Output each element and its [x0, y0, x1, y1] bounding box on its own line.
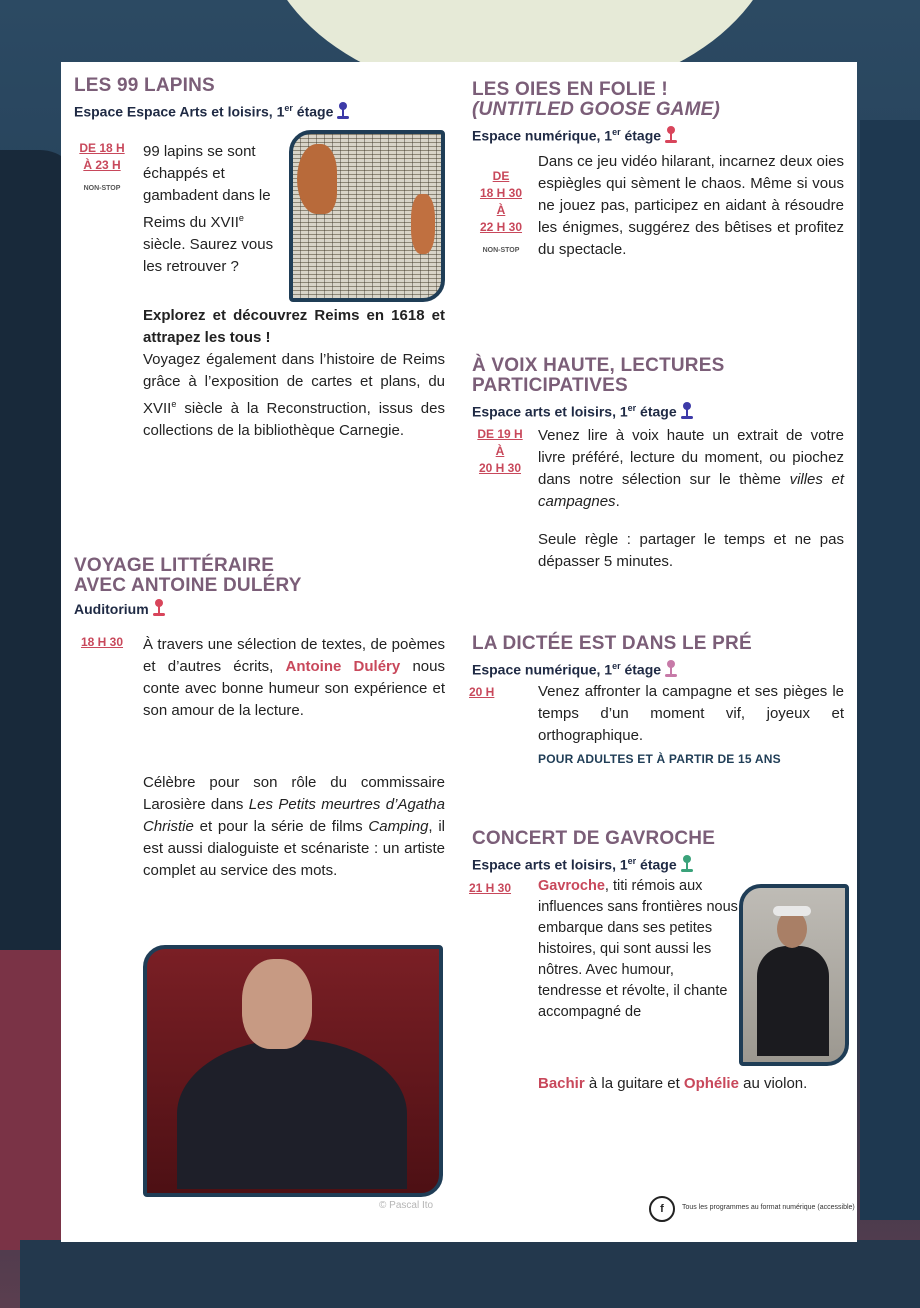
location-tail: étage [620, 127, 662, 144]
musician-name: Bachir [538, 1075, 585, 1092]
section-voix-haute [472, 356, 844, 421]
singer-hat-shape [773, 906, 811, 916]
location-text: Espace arts et loisirs, 1 [472, 856, 628, 873]
location-text: Espace numérique, 1 [472, 127, 613, 144]
voyage-paragraph-1 [143, 634, 445, 722]
location-sup: er [612, 127, 621, 137]
falc-logo-icon: f [649, 1196, 675, 1222]
section-location [74, 599, 454, 618]
ground-shape [20, 1240, 920, 1308]
voix-rule: Seule règle : partager le temps et ne pas dépasser 5 minutes. [538, 531, 844, 570]
singer-body-shape [757, 946, 829, 1056]
body-text: à la guitare et [584, 1075, 684, 1092]
location-pin-icon [665, 660, 677, 678]
accessibility-logo [649, 1196, 855, 1224]
rabbit-shape [297, 144, 337, 214]
time-dictee [469, 684, 509, 701]
lapins-bold: Explorez et découvrez Reims en 1618 et attrapez les tous ! [143, 307, 445, 346]
location-sup: er [627, 856, 637, 866]
time-line: 18 H 30 [80, 635, 124, 649]
time-line: 20 H 30 [478, 461, 522, 475]
body-text: Venez lire à voix haute un extrait de votre livre préféré, lecture du moment, ou piochez dans notre sélection sur le thème [538, 427, 844, 488]
body-italic: villes et campagnes [538, 471, 844, 510]
intro-tail: siècle. Saurez vous les retrouver ? [143, 236, 274, 275]
dictee-audience: POUR ADULTES ET À PARTIR DE 15 ANS [538, 752, 781, 766]
voyage-paragraph-2 [143, 772, 445, 882]
time-line: 20 H [469, 685, 495, 699]
logo-caption: Tous les programmes au format numérique (accessible) [682, 1204, 855, 1211]
section-dictee [472, 634, 844, 679]
lapins-body [143, 349, 445, 442]
location-tail: étage [636, 403, 677, 420]
body-tail: siècle à la Reconstruction, issus des collections de la bibliothèque Carnegie. [143, 400, 445, 439]
location-pin-icon [153, 599, 165, 617]
section-title: LA DICTÉE EST DANS LE PRÉ [472, 633, 752, 654]
voix-body [538, 425, 844, 513]
p1-text: À travers une sélection de textes, de poèmes et d’autres écrits, [143, 636, 445, 675]
building-shape [860, 120, 920, 1220]
section-title-line2: AVEC ANTOINE DULÉRY [74, 575, 302, 596]
section-location [472, 123, 844, 145]
house-shape [0, 950, 70, 1250]
nonstop-label: NON-STOP [83, 185, 121, 192]
section-99-lapins [74, 76, 454, 121]
section-location [472, 399, 844, 421]
program-card [61, 62, 857, 1242]
time-99-lapins [71, 140, 133, 197]
actor-body-shape [177, 1039, 407, 1189]
section-voyage-litteraire [74, 556, 454, 618]
concert-body [538, 876, 738, 1023]
p2-tail: , il est aussi dialoguiste et scénariste : un artiste complet au service des mots. [143, 818, 446, 879]
time-line: À [496, 203, 506, 217]
nonstop-label: NON-STOP [482, 247, 520, 254]
time-line: À [495, 444, 505, 458]
section-concert [472, 829, 844, 874]
section-title: LES 99 LAPINS [74, 75, 215, 96]
section-location [472, 657, 844, 679]
singer-portrait-image [739, 884, 849, 1066]
time-oies [469, 168, 533, 259]
time-line: 18 H 30 [479, 186, 523, 200]
rabbit-map-image [289, 130, 445, 302]
time-line: À 23 H [83, 158, 121, 172]
section-title: CONCERT DE GAVROCHE [472, 828, 716, 849]
time-concert [469, 880, 529, 897]
section-oies-en-folie [472, 80, 844, 145]
p2-italic: Camping [368, 818, 429, 835]
section-title-line1: À VOIX HAUTE, LECTURES [472, 355, 725, 376]
rabbit-shape [411, 194, 435, 254]
location-text: Auditorium [74, 601, 149, 617]
body-tail: au violon. [738, 1075, 808, 1092]
intro-sup: e [238, 213, 244, 223]
time-voyage [71, 634, 133, 651]
body-text: Voyagez également dans l’histoire de Reims grâce à l’exposition de cartes et plans, du XVII [143, 351, 445, 417]
artist-name: Antoine Duléry [285, 658, 401, 675]
location-tail: étage [636, 856, 677, 873]
section-title-line2: (UNTITLED GOOSE GAME) [472, 99, 721, 120]
location-pin-icon [337, 102, 349, 120]
location-text: Espace Espace Arts et loisirs, 1 [74, 103, 285, 120]
dictee-body: Venez affronter la campagne et ses pièges le temps d’un moment vif, joyeux et orthographique. [538, 683, 844, 744]
location-pin-icon [665, 126, 677, 144]
p1-tail: nous conte avec bonne humeur son expérience et son amour de la lecture. [143, 658, 445, 719]
photo-credit: © Pascal Ito [379, 1200, 434, 1211]
location-tail: étage [620, 661, 662, 678]
intro-text: 99 lapins se sont échappés et gambadent dans le Reims du XVII [143, 143, 271, 231]
location-sup: er [627, 403, 637, 413]
body-text: , titi rémois aux influences sans frontières nous embarque dans ses petites histoires, qui sont aussi les nôtres. Avec humour, tendresse et révolte, il chante accompagné de [538, 878, 738, 1020]
location-text: Espace numérique, 1 [472, 661, 613, 678]
location-tail: étage [292, 103, 334, 120]
actor-portrait-image [143, 945, 443, 1197]
body-tail: . [615, 493, 620, 510]
section-title-line1: VOYAGE LITTÉRAIRE [74, 555, 275, 576]
actor-head-shape [242, 959, 312, 1049]
time-line: 21 H 30 [469, 881, 512, 895]
musician-name: Ophélie [683, 1075, 739, 1092]
time-line: 22 H 30 [479, 220, 523, 234]
oies-body: Dans ce jeu vidéo hilarant, incarnez deux oies espiègles qui sèment le chaos. Même si vous ne jouez pas, participez en aidant à résoudre les énigmes, suggérez des bêtises et profitez du spectacle. [538, 153, 845, 258]
time-line: DE 18 H [79, 141, 125, 155]
body-sup: e [171, 399, 177, 409]
location-text: Espace arts et loisirs, 1 [472, 403, 628, 420]
location-pin-icon [681, 402, 693, 420]
location-sup: er [612, 661, 621, 671]
p2-text: Célèbre pour son rôle du commissaire Larosière dans [143, 774, 445, 813]
p2-text: et pour la série de films [193, 818, 369, 835]
concert-body-end [538, 1073, 844, 1095]
p2-italic: Les Petits meurtres d’Agatha Christie [143, 796, 445, 835]
artist-name: Gavroche [538, 878, 605, 894]
section-title-line1: LES OIES EN FOLIE ! [472, 79, 668, 100]
time-line: DE [492, 169, 510, 183]
lapins-intro [143, 141, 283, 278]
location-sup: er [284, 103, 293, 113]
time-line: DE 19 H [477, 427, 523, 441]
section-title-line2: PARTICIPATIVES [472, 375, 628, 396]
location-pin-icon [681, 855, 693, 873]
section-location [74, 99, 454, 121]
section-location [472, 852, 844, 874]
time-voix [469, 426, 531, 477]
